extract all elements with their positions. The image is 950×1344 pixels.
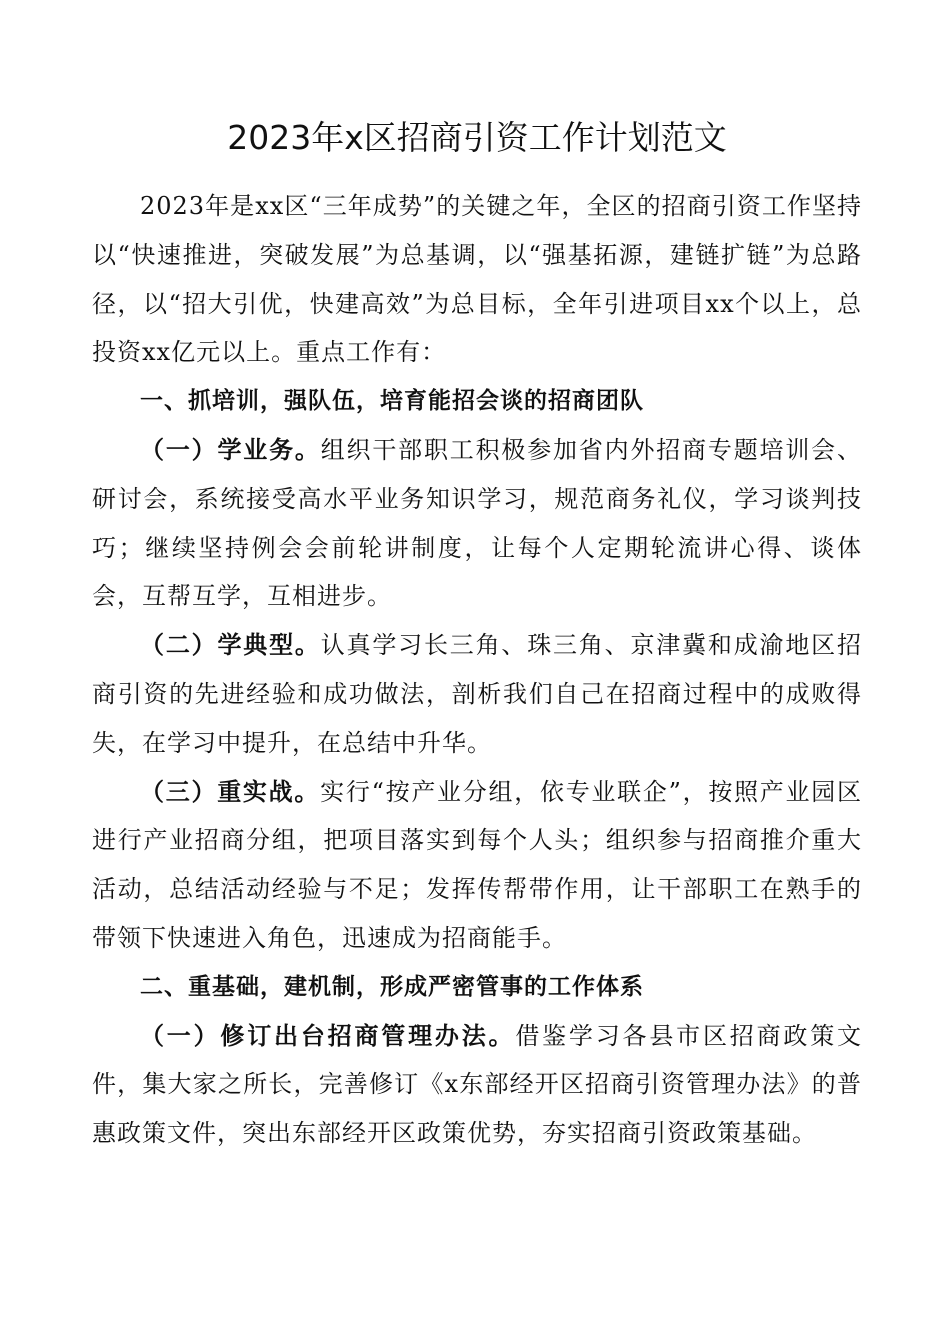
item-lead: （一）学业务。 <box>140 435 321 464</box>
item-text: 借鉴学习各县市区招商政策文件，集大家之所长，完善修订《x东部经开区招商引资管理办法》的普惠政策文件，突出东部经开区政策优势，夯实招商引资政策基础。 <box>92 1021 863 1148</box>
intro-paragraph: 2023年是xx区“三年成势”的关键之年，全区的招商引资工作坚持以“快速推进，突破发展”为总基调，以“强基拓源，建链扩链”为总路径，以“招大引优，快建高效”为总目标，全年引进项目xx个以上，总投资xx亿元以上。重点工作有： <box>92 192 862 367</box>
item-text: 组织干部职工积极参加省内外招商专题培训会、研讨会，系统接受高水平业务知识学习，规范商务礼仪，学习谈判技巧；继续坚持例会会前轮讲制度，让每个人定期轮流讲心得、谈体会，互帮互学，互相进步。 <box>92 435 862 611</box>
section1-item-2 <box>92 621 862 767</box>
document-page <box>92 112 862 1158</box>
item-text: 认真学习长三角、珠三角、京津冀和成渝地区招商引资的先进经验和成功做法，剖析我们自己在招商过程中的成败得失，在学习中提升，在总结中升华。 <box>92 631 862 757</box>
item-lead: （二）学典型。 <box>140 631 321 660</box>
item-text: 实行“按产业分组，依专业联企”，按照产业园区进行产业招商分组，把项目落实到每个人头；组织参与招商推介重大活动，总结活动经验与不足；发挥传帮带作用，让干部职工在熟手的带领下快速进入角色，迅速成为招商能手。 <box>92 777 863 952</box>
item-lead: （三）重实战。 <box>140 777 321 806</box>
document-title: 2023年x区招商引资工作计划范文 <box>227 118 727 157</box>
section-heading-2: 二、重基础，建机制，形成严密管事的工作体系 <box>140 973 644 1000</box>
section1-item-3 <box>92 768 862 963</box>
section1-item-1 <box>92 426 862 621</box>
item-lead: （一）修订出台招商管理办法。 <box>140 1021 516 1050</box>
section2-item-1 <box>92 1012 862 1158</box>
section-heading-1: 一、抓培训，强队伍，培育能招会谈的招商团队 <box>140 388 644 415</box>
